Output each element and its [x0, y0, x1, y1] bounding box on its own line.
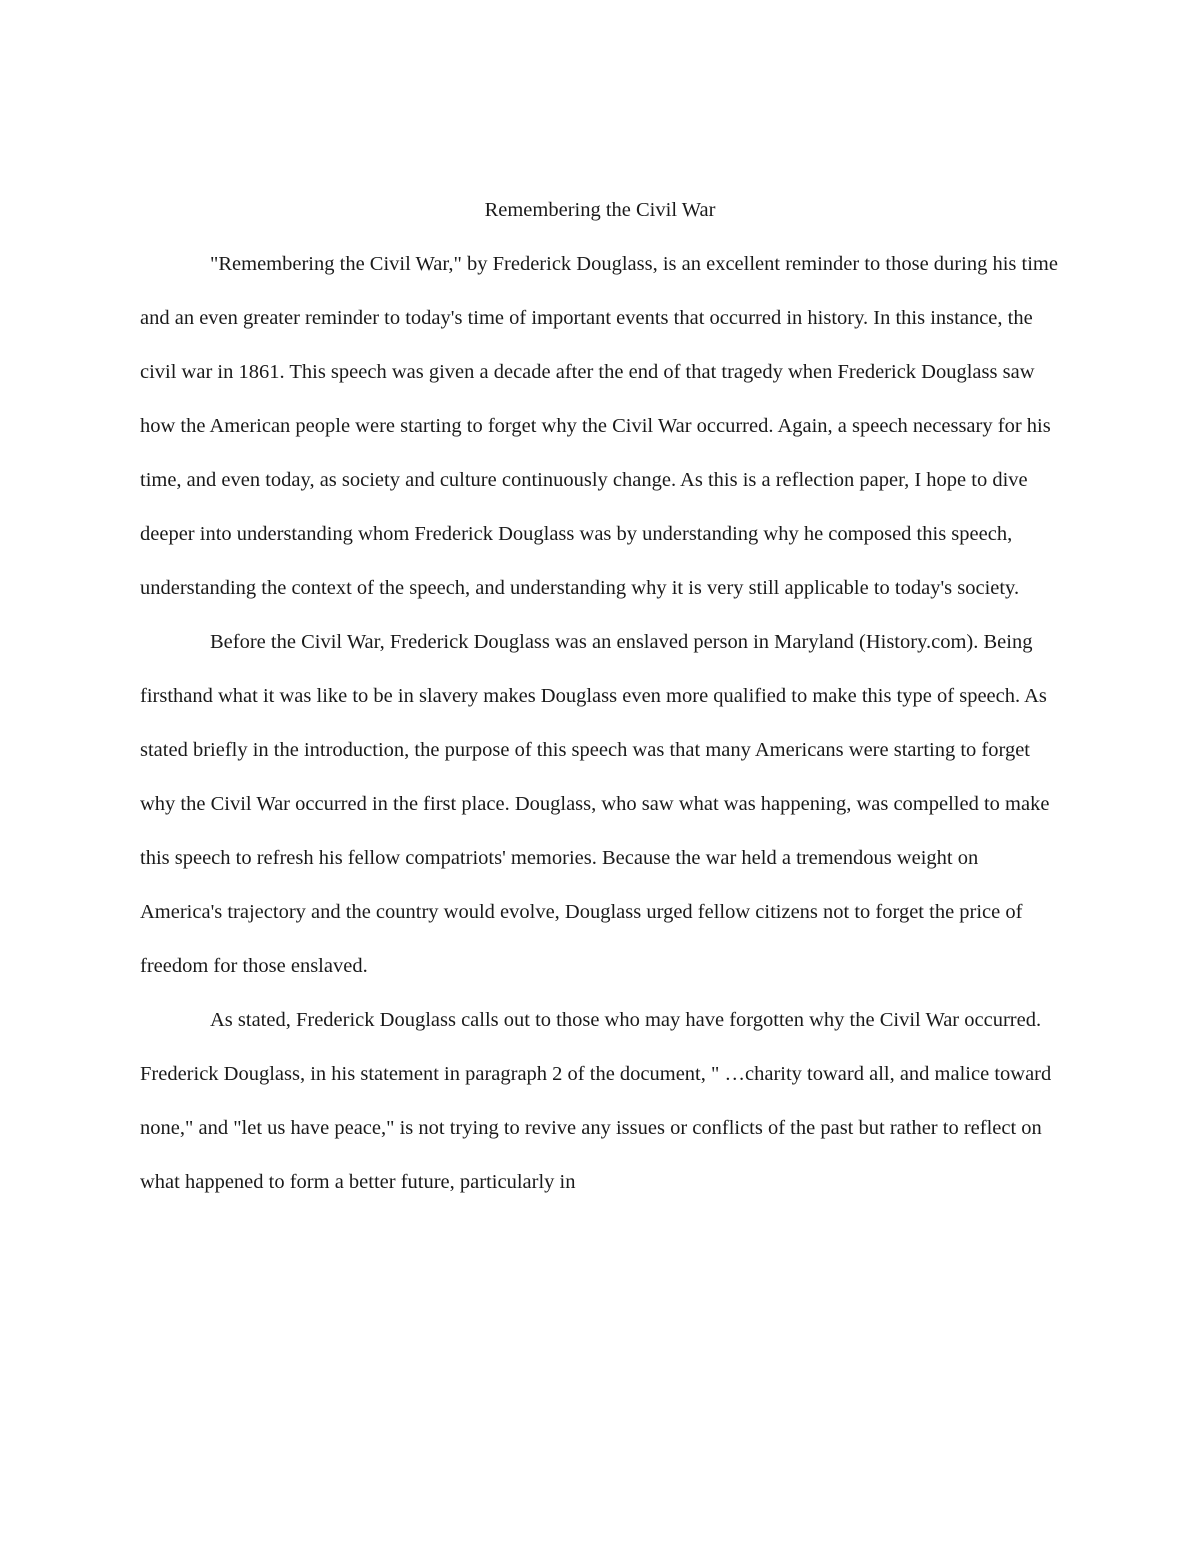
document-title: Remembering the Civil War [484, 199, 716, 221]
paragraph-background: Before the Civil War, Frederick Douglass was an enslaved person in Maryland (History.com). Being firsthand what it was like to be in slavery makes Douglass even more qualified to make this type of speech. As stated briefly in the introduction, the purpose of this speech was that many Americans were starting to forget why the Civil War occurred in the first place. Douglass, who saw what was happening, was compelled to make this speech to refresh his fellow compatriots' memories. Because the war held a tremendous weight on America's trajectory and the country would evolve, Douglass urged fellow citizens not to forget the price of freedom for those enslaved. [140, 631, 1050, 977]
paragraph-analysis: As stated, Frederick Douglass calls out to those who may have forgotten why the Civil War occurred. Frederick Douglass, in his statement in paragraph 2 of the document, " …charity toward all, and malice toward none," and "let us have peace," is not trying to revive any issues or conflicts of the past but rather to reflect on what happened to form a better future, particularly in [140, 1009, 1052, 1193]
document-body [140, 183, 1060, 1209]
paragraph-intro: "Remembering the Civil War," by Frederick Douglass, is an excellent reminder to those during his time and an even greater reminder to today's time of important events that occurred in history. In this instance, the civil war in 1861. This speech was given a decade after the end of that tragedy when Frederick Douglass saw how the American people were starting to forget why the Civil War occurred. Again, a speech necessary for his time, and even today, as society and culture continuously change. As this is a reflection paper, I hope to dive deeper into understanding whom Frederick Douglass was by understanding why he composed this speech, understanding the context of the speech, and understanding why it is very still applicable to today's society. [140, 253, 1058, 599]
